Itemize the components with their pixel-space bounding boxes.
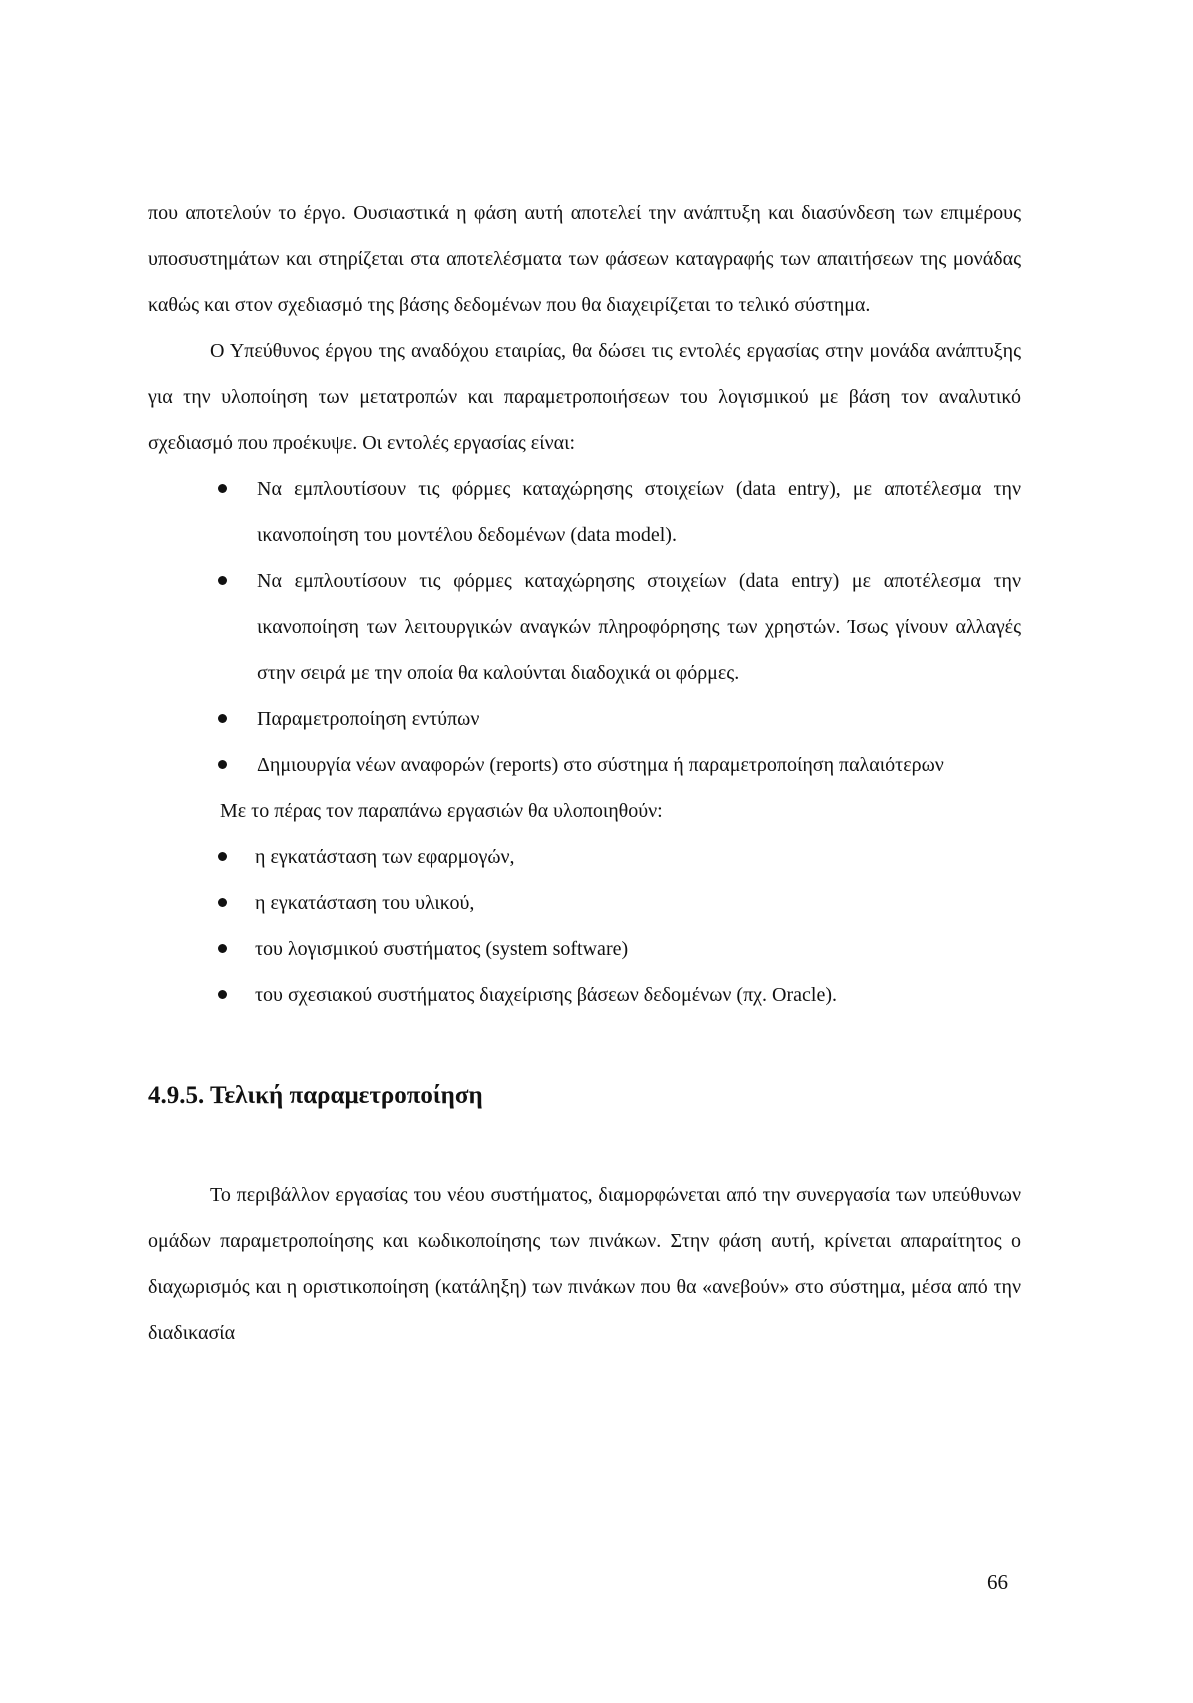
list-item-text: Παραμετροποίηση εντύπων bbox=[257, 708, 480, 730]
list-item-text: Να εμπλουτίσουν τις φόρμες καταχώρησης στοιχείων (data entry), με αποτέλεσμα την ικανοποίηση του μοντέλου δεδομένων (data model). bbox=[257, 478, 1021, 546]
list-item-text: η εγκατάσταση του υλικού, bbox=[255, 892, 475, 914]
intro-paragraph-2: Ο Υπεύθυνος έργου της αναδόχου εταιρίας, θα δώσει τις εντολές εργασίας στην μονάδα ανάπτυξης για την υλοποίηση των μετατροπών και παραμετροποιήσεων του λογισμικού με βάση τον αναλυτικό σχεδιασμό που προέκυψε. Οι εντολές εργασίας είναι: bbox=[148, 340, 1021, 454]
bullet-icon bbox=[218, 852, 227, 861]
list-item bbox=[148, 742, 1021, 788]
list-item bbox=[148, 880, 1021, 926]
installation-list bbox=[148, 834, 1021, 1018]
list-item bbox=[148, 834, 1021, 880]
bullet-icon bbox=[218, 576, 227, 585]
list-item-text: Να εμπλουτίσουν τις φόρμες καταχώρησης στοιχείων (data entry) με αποτέλεσμα την ικανοποίηση των λειτουργικών αναγκών πληροφόρησης των χρηστών. Ίσως γίνουν αλλαγές στην σειρά με την οποία θα καλούνται διαδοχικά οι φόρμες. bbox=[257, 570, 1021, 684]
task-list bbox=[148, 466, 1021, 788]
list-item-text: του σχεσιακού συστήματος διαχείρισης βάσεων δεδομένων (πχ. Oracle). bbox=[255, 984, 838, 1006]
section-paragraph: Το περιβάλλον εργασίας του νέου συστήματος, διαμορφώνεται από την συνεργασία των υπεύθυνων ομάδων παραμετροποίησης και κωδικοποίησης των πινάκων. Στην φάση αυτή, κρίνεται απαραίτητος ο διαχωρισμός και η οριστικοποίηση (κατάληξη) των πινάκων που θα «ανεβούν» στο σύστημα, μέσα από την διαδικασία bbox=[148, 1184, 1021, 1344]
bullet-icon bbox=[218, 898, 227, 907]
page-number: 66 bbox=[987, 1570, 1008, 1594]
intro-paragraph-1: που αποτελούν το έργο. Ουσιαστικά η φάση αυτή αποτελεί την ανάπτυξη και διασύνδεση των επιμέρους υποσυστημάτων και στηρίζεται στα αποτελέσματα των φάσεων καταγραφής των απαιτήσεων της μονάδας καθώς και στον σχεδιασμό της βάσης δεδομένων που θα διαχειρίζεται το τελικό σύστημα. bbox=[148, 202, 1021, 316]
bullet-icon bbox=[218, 944, 227, 953]
list-item-text: Δημιουργία νέων αναφορών (reports) στο σύστημα ή παραμετροποίηση παλαιότερων bbox=[257, 754, 944, 776]
list-item bbox=[148, 972, 1021, 1018]
list-item-text: του λογισμικού συστήματος (system software) bbox=[255, 938, 629, 960]
section-heading: 4.9.5. Τελική παραμετροποίηση bbox=[148, 1082, 483, 1109]
list-item bbox=[148, 926, 1021, 972]
bullet-icon bbox=[218, 760, 227, 769]
bullet-icon bbox=[218, 990, 227, 999]
after-tasks-paragraph: Με το πέρας τον παραπάνω εργασιών θα υλοποιηθούν: bbox=[220, 800, 663, 822]
page-content bbox=[148, 190, 1021, 1356]
bullet-icon bbox=[218, 714, 227, 723]
list-item bbox=[148, 466, 1021, 558]
list-item-text: η εγκατάσταση των εφαρμογών, bbox=[255, 846, 515, 868]
bullet-icon bbox=[218, 484, 227, 493]
list-item bbox=[148, 696, 1021, 742]
list-item bbox=[148, 558, 1021, 696]
